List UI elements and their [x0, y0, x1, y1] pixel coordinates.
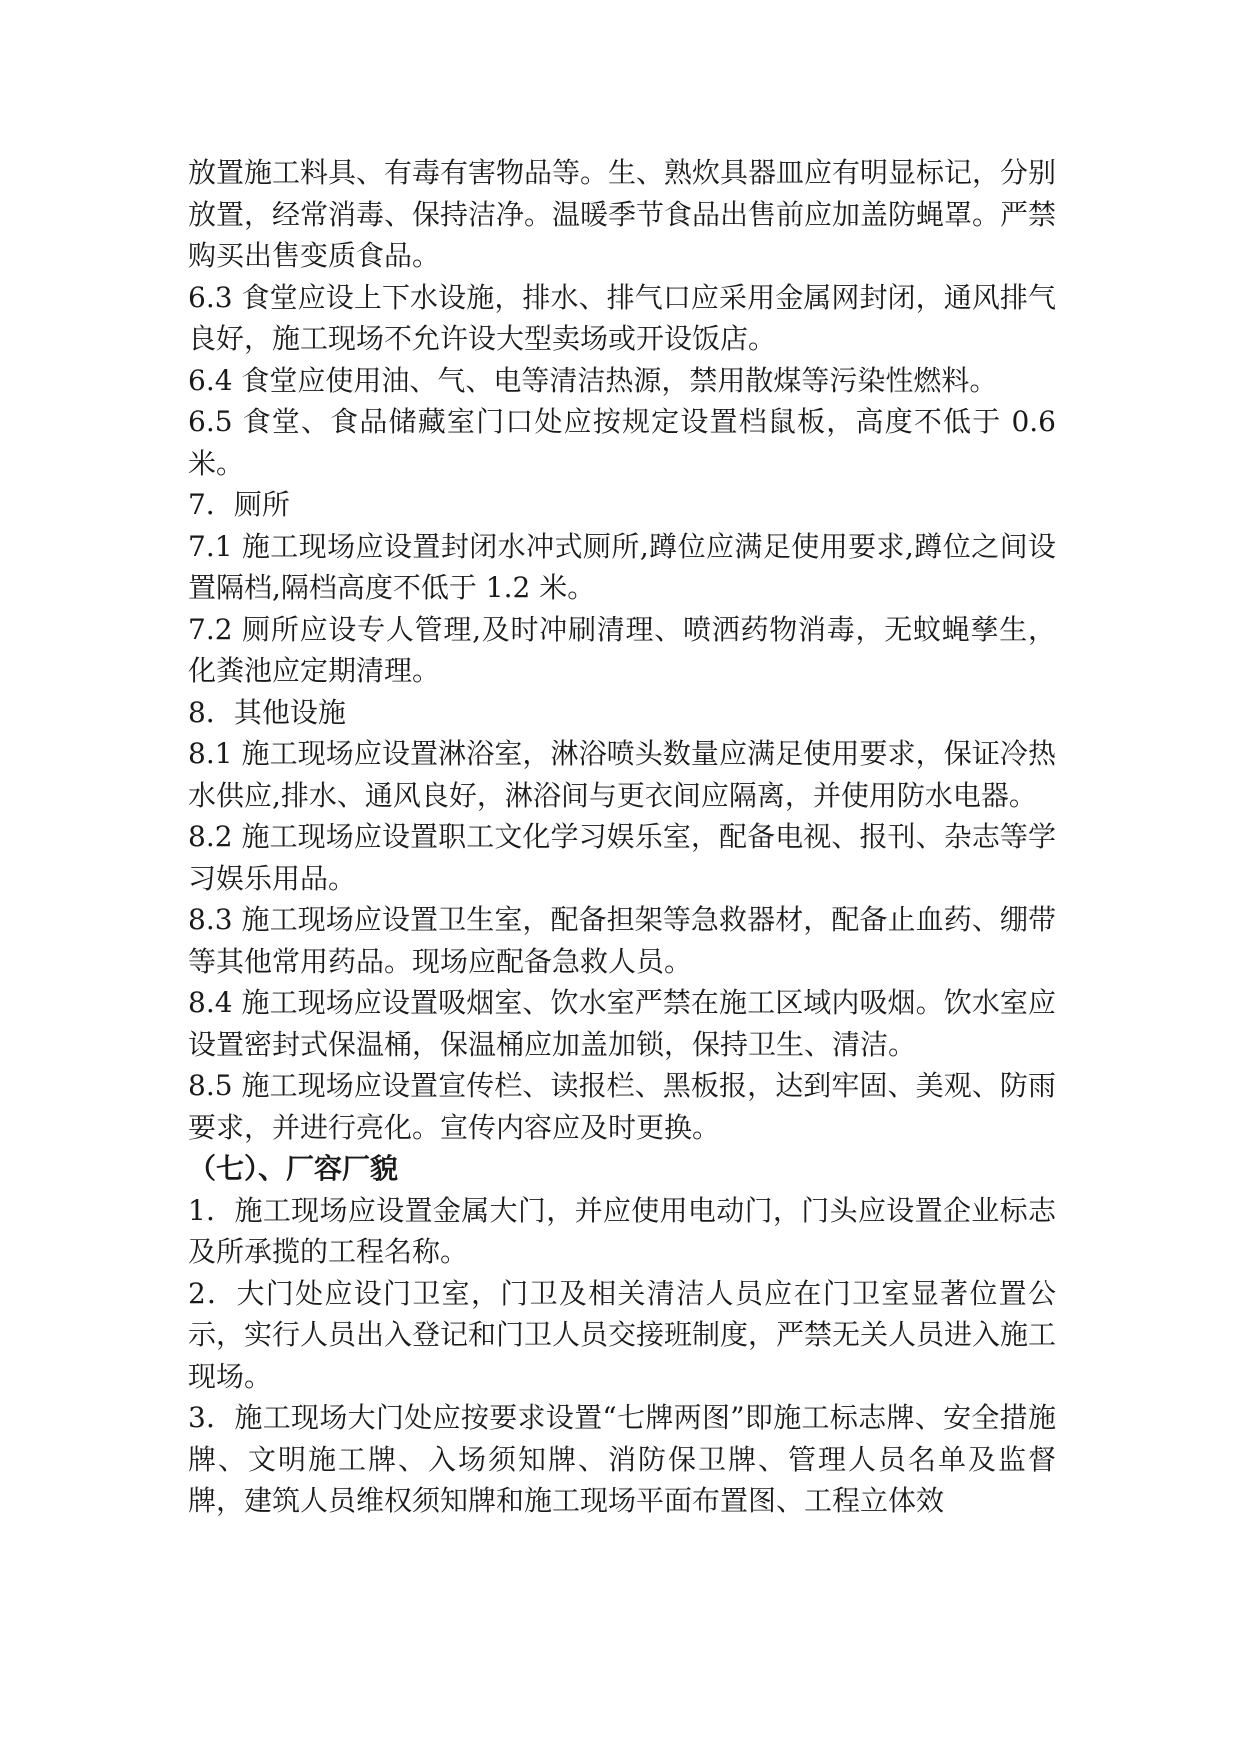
- document-body: [188, 152, 1113, 1522]
- section-7-title: 7．厕所: [188, 488, 290, 521]
- paragraph-6-5: 6.5 食堂、食品储藏室门口处应按规定设置档鼠板，高度不低于 0.6 米。: [188, 405, 1056, 480]
- paragraph-8-1: 8.1 施工现场应设置淋浴室，淋浴喷头数量应满足使用要求，保证冷热水供应,排水、通风良好，淋浴间与更衣间应隔离，并使用防水电器。: [188, 737, 1056, 812]
- paragraph-7-1: 7.1 施工现场应设置封闭水冲式厕所,蹲位应满足使用要求,蹲位之间设置隔档,隔档高度不低于 1.2 米。: [188, 529, 1056, 604]
- paragraph-6-3: 6.3 食堂应设上下水设施，排水、排气口应采用金属网封闭，通风排气良好，施工现场不允许设大型卖场或开设饭店。: [188, 280, 1056, 355]
- section-8-title: 8．其他设施: [188, 695, 346, 729]
- paragraph-7-2: 7.2 厕所应设专人管理,及时冲刷清理、喷洒药物消毒，无蚊蝇孳生，化粪池应定期清理。: [188, 612, 1056, 687]
- chapter-7-heading: （七）、厂容厂貌: [188, 1152, 399, 1185]
- paragraph-item-3: 3．施工现场大门处应按要求设置“七牌两图”即施工标志牌、安全措施牌、文明施工牌、入场须知牌、消防保卫牌、管理人员名单及监督 牌，建筑人员维权须知牌和施工现场平面布置图、工程立体效: [188, 1401, 1113, 1517]
- paragraph-food-handling: 放置施工料具、有毒有害物品等。生、熟炊具器皿应有明显标记，分别放置，经常消毒、保持洁净。温暖季节食品出售前应加盖防蝇罩。严禁购买出售变质食品。: [188, 156, 1057, 272]
- paragraph-6-4: 6.4 食堂应使用油、气、电等清洁热源，禁用散煤等污染性燃料。: [188, 363, 998, 397]
- paragraph-item-1: 1．施工现场应设置金属大门，并应使用电动门，门头应设置企业标志及所承揽的工程名称。: [188, 1193, 1056, 1268]
- paragraph-8-3: 8.3 施工现场应设置卫生室，配备担架等急救器材，配备止血药、绷带等其他常用药品。现场应配备急救人员。: [188, 903, 1056, 978]
- paragraph-8-4: 8.4 施工现场应设置吸烟室、饮水室严禁在施工区域内吸烟。饮水室应设置密封式保温桶，保温桶应加盖加锁，保持卫生、清洁。: [188, 986, 1056, 1061]
- paragraph-8-2: 8.2 施工现场应设置职工文化学习娱乐室，配备电视、报刊、杂志等学习娱乐用品。: [188, 820, 1056, 895]
- paragraph-8-5: 8.5 施工现场应设置宣传栏、读报栏、黑板报，达到牢固、美观、防雨要求，并进行亮化。宣传内容应及时更换。: [188, 1069, 1056, 1144]
- paragraph-item-2: 2．大门处应设门卫室，门卫及相关清洁人员应在门卫室显著位置公示，实行人员出入登记和门卫人员交接班制度，严禁无关人员进入施工现场。: [188, 1276, 1057, 1393]
